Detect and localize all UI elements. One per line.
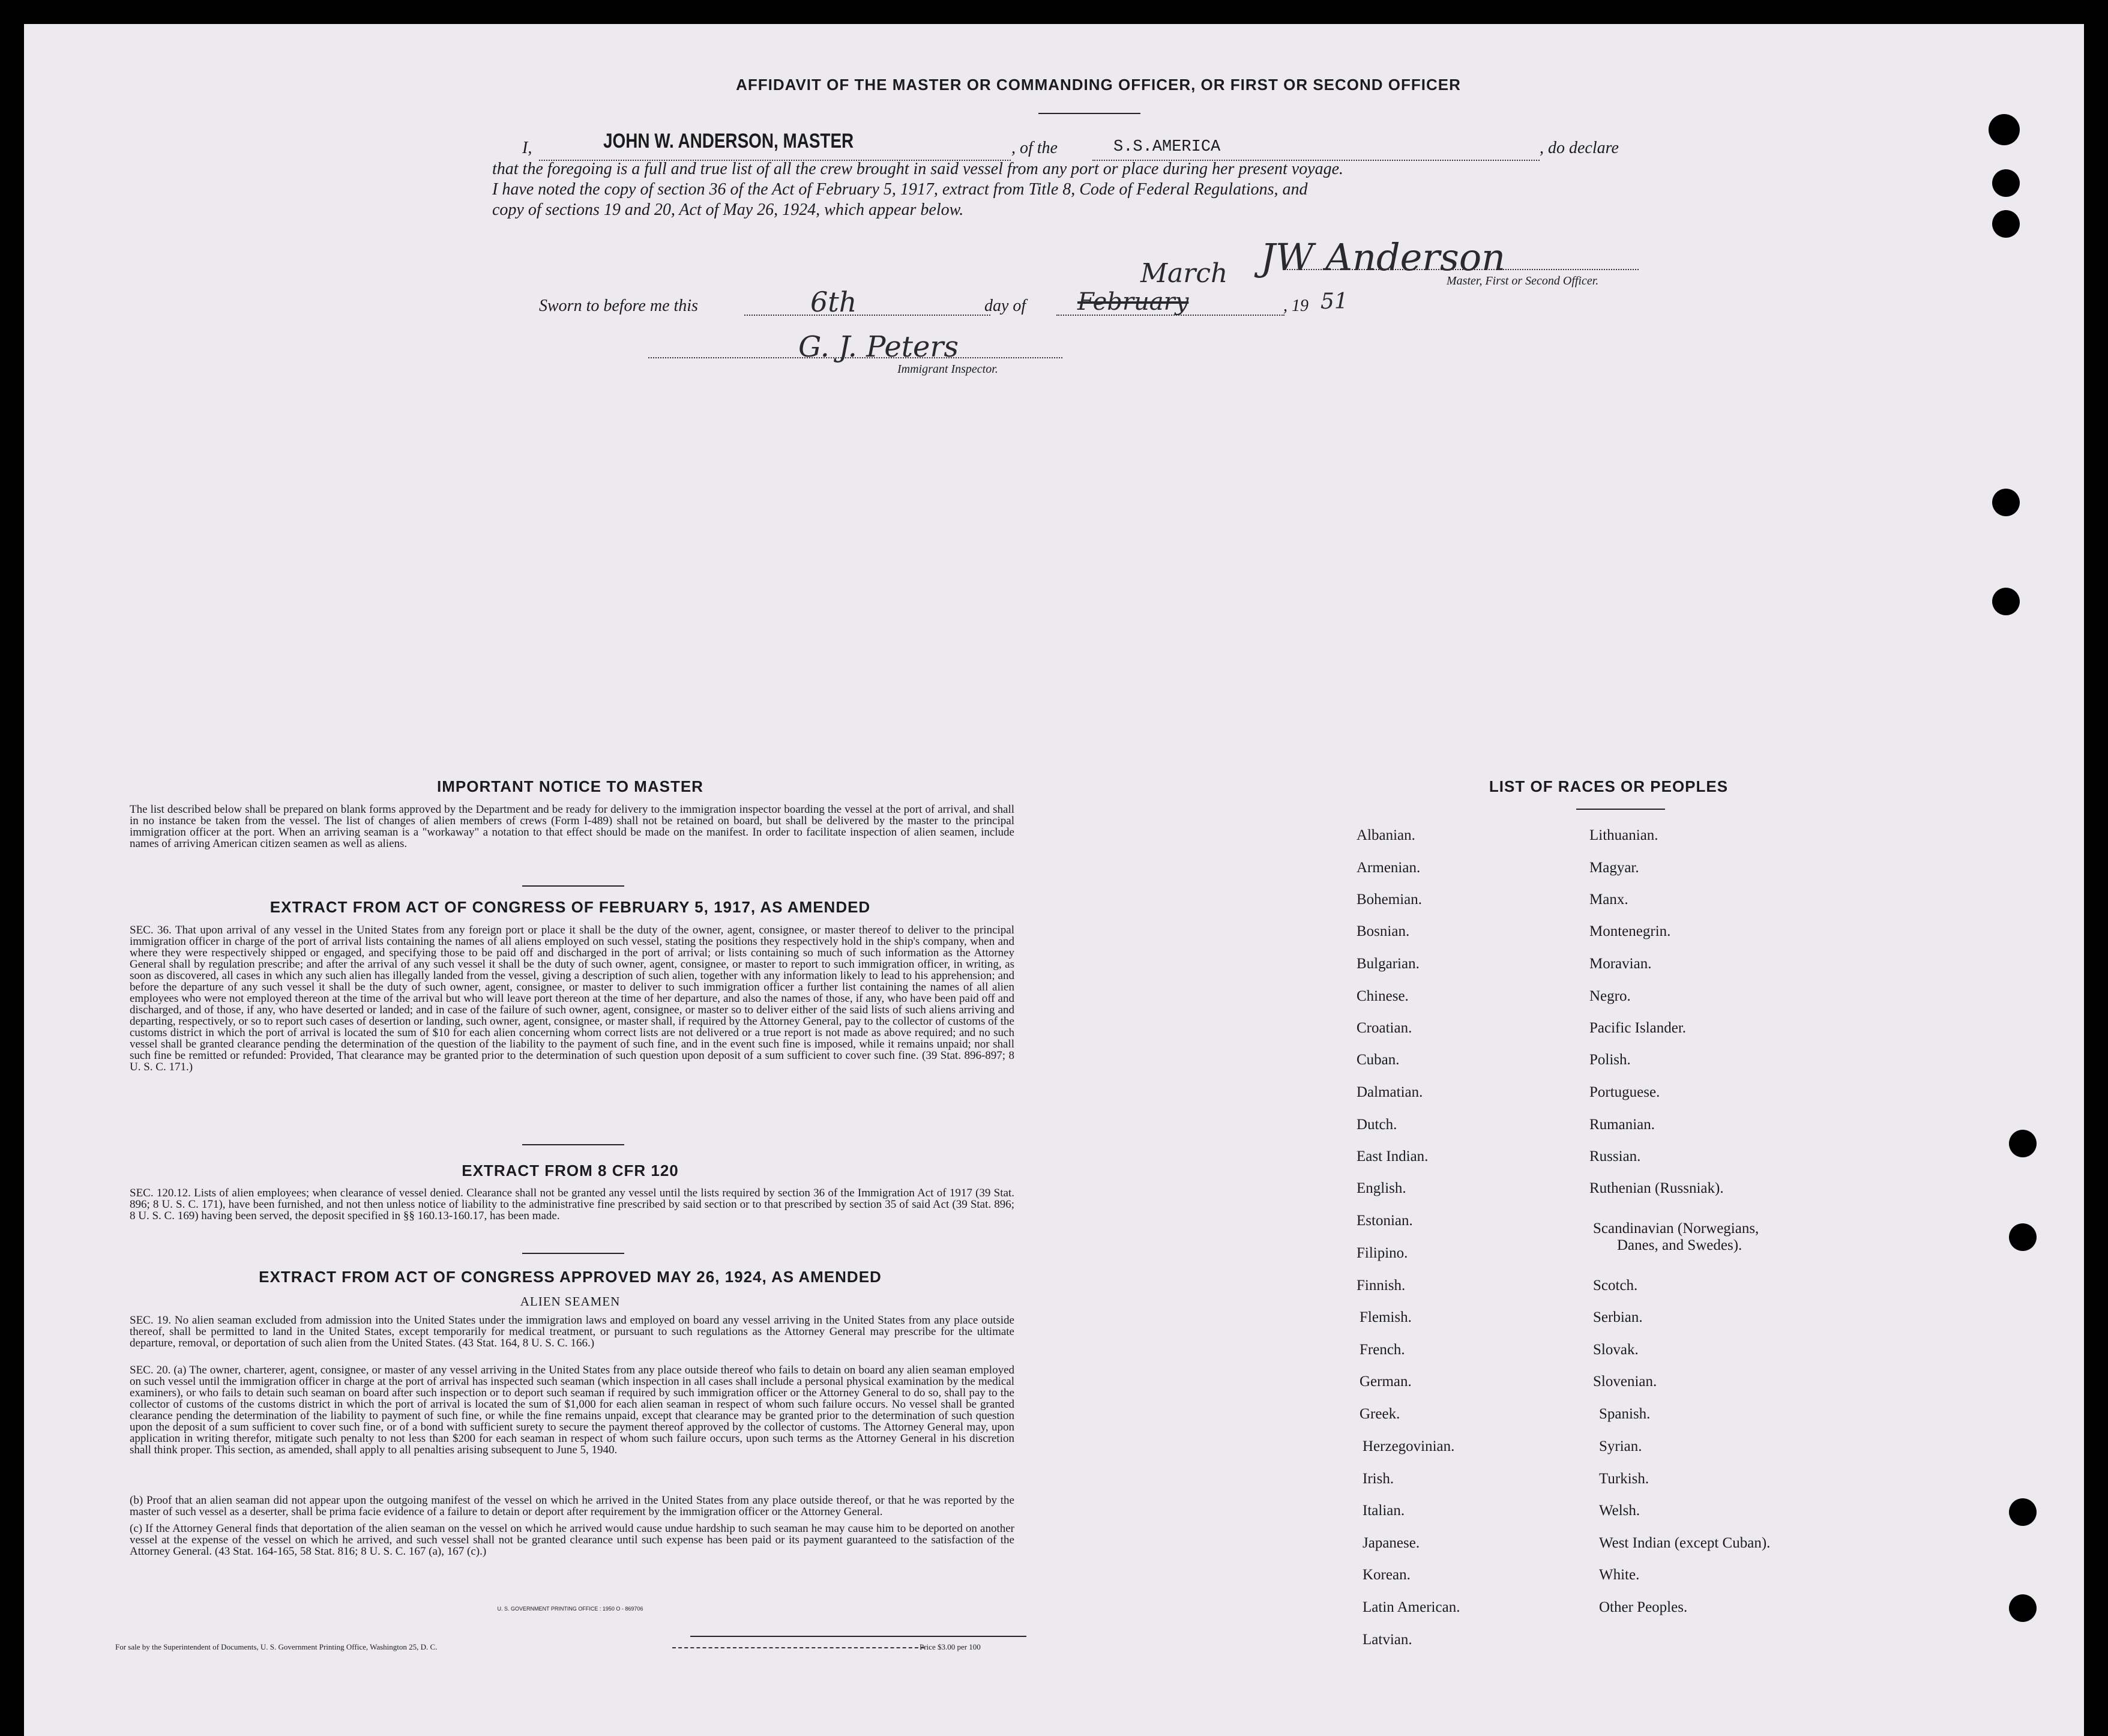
month-struck: February (1077, 288, 1189, 316)
day-of-label: day of (984, 297, 1026, 315)
race-item: Magyar. (1589, 860, 1639, 876)
punch-hole (1992, 210, 2020, 238)
races-rule (1576, 809, 1665, 810)
extract-1917-body: SEC. 36. That upon arrival of any vessel in the United States from any foreign port or place it shall be the duty of the owner, agent, consignee, or master thereof to deliver to the principal immigration officer in charge of the port of arrival lists containing the names of all aliens employed on such vessel, stating the positions they respectively hold in the ship's company, when and where they were respectively shipped or engaged, and specifying those to be paid off and discharged in the port of arrival; or lists containing so much of such information as the Attorney General shall by regulation prescribe; and after the arrival of any such vessel it shall be the duty of such owner, agent, consignee, or master to report to such immigration officer, in writing, as soon as discovered, all cases in which any such alien has illegally landed from the vessel, giving a description of such alien, together with any information likely to lead to his apprehension; and before the departure of any such vessel it shall be the duty of such owner, agent, consignee, or master to deliver to such immigration officer a further list containing the names of all alien employees who were not employed thereon at the time of the arrival but who will leave port thereon at the time of her departure, and also the names of those, if any, who have been paid off and discharged, and of those, if any, who have deserted or landed; and in case of the failure of such owner, agent, consignee, or master so to deliver either of the said lists of such aliens arriving and departing, respectively, or so to report such cases of desertion or landing, such owner, agent, consignee, or master shall, if required by the Attorney General, pay to the collector of customs of the customs district in which the port of arrival is located the sum of $10 for each alien concerning whom correct lists are not delivered or a true report is not made as above required; and no such vessel shall be granted clearance pending the determination of the question of the liability to the payment of such fine, and in the event such fine is imposed, while it remains unpaid; nor shall such fine be remitted or refunded: Provided, That clearance may be granted prior to the determination of such question upon deposit of a sum sufficient to cover such fine. (39 Stat. 896-897; 8 U. S. C. 171.) (130, 924, 1014, 1073)
extract-1924-title: EXTRACT FROM ACT OF CONGRESS APPROVED MAY 26, 1924, AS AMENDED (259, 1268, 882, 1286)
master-sign-line (1284, 269, 1639, 270)
race-item: Bohemian. (1357, 891, 1423, 908)
declarant-i: I, (522, 139, 532, 157)
punch-hole (2009, 1130, 2037, 1157)
section-rule (522, 1253, 624, 1254)
race-item: Slovenian. (1593, 1373, 1657, 1390)
punch-hole (1992, 169, 2020, 197)
race-item: Negro. (1589, 988, 1631, 1004)
race-item: Korean. (1363, 1567, 1411, 1583)
do-declare-label: , do declare (1540, 139, 1619, 157)
sec-20a: SEC. 20. (a) The owner, charterer, agent, consignee, or master of any vessel arriving in the United States from any place outside thereof who fails to detain on board any alien seaman employed on such vessel until the immigration officer in charge at the port of arrival has inspected such seaman (which inspection in all cases shall include a personal physical examination by the medical examiners), or who fails to detain such seaman on board after such inspection or to deport such seaman if required by such immigration officer or the Attorney General to do so, shall pay to the collector of customs of the customs district in which the port of arrival is located the sum of $1,000 for each alien seaman in respect of whom such failure occurs. No vessel shall be granted clearance pending the determination of the liability to payment of such fine, or while the fine remains unpaid, except that clearance may be granted prior to the determination of such question upon the deposit of a sum sufficient to cover such fine, or of a bond with sufficient surety to secure the payment thereof approved by the collector of customs. The Attorney General may, upon application in writing therefor, mitigate such penalty to not less than $200 for each seaman in respect of whom such failure occurs, upon such terms as the Attorney General in his discretion shall think proper. This section, as amended, shall apply to all penalties arising subsequent to June 5, 1940. (130, 1364, 1014, 1456)
punch-hole (1992, 489, 2020, 516)
race-item: Scandinavian (Norwegians, (1593, 1220, 1759, 1237)
race-item: Pacific Islander. (1589, 1020, 1687, 1036)
race-item: Estonian. (1357, 1213, 1413, 1229)
declaration-line-4: copy of sections 19 and 20, Act of May 26, 1924, which appear below. (492, 200, 964, 219)
race-item: Moravian. (1589, 956, 1652, 972)
of-the-label: , of the (1011, 139, 1058, 157)
race-item: Bulgarian. (1357, 956, 1420, 972)
footer-rule (690, 1636, 1026, 1637)
race-item: Dalmatian. (1357, 1084, 1423, 1100)
race-item: Japanese. (1363, 1535, 1420, 1551)
race-item: Danes, and Swedes). (1617, 1237, 1742, 1253)
race-item: Flemish. (1360, 1309, 1412, 1325)
race-item: Greek. (1360, 1406, 1400, 1422)
section-rule (522, 1144, 624, 1145)
race-item: Albanian. (1357, 827, 1415, 843)
race-item: Serbian. (1593, 1309, 1643, 1325)
race-item: West Indian (except Cuban). (1599, 1535, 1771, 1551)
races-title: LIST OF RACES OR PEOPLES (1489, 777, 1729, 795)
extract-1917-title: EXTRACT FROM ACT OF CONGRESS OF FEBRUARY 5, 1917, AS AMENDED (270, 898, 871, 916)
race-item: Turkish. (1599, 1471, 1649, 1487)
declaration-line-3: I have noted the copy of section 36 of the Act of February 5, 1917, extract from Title 8, Code of Federal Regulations, and (492, 180, 1308, 199)
year-prefix: , 19 (1283, 297, 1308, 315)
race-item: Scotch. (1593, 1277, 1638, 1294)
gpo-imprint: U. S. GOVERNMENT PRINTING OFFICE : 1950 O - 869706 (497, 1606, 643, 1612)
race-item: Bosnian. (1357, 923, 1410, 939)
master-caption: Master, First or Second Officer. (1447, 274, 1599, 288)
sec-20c: (c) If the Attorney General finds that deportation of the alien seaman on the vessel on which he arrived would cause undue hardship to such seaman he may cause him to be deported on another vessel at the expense of the vessel on which he arrived, and such vessel shall not be granted clearance until such expense has been paid or its payment guaranteed to the satisfaction of the Attorney General. (43 Stat. 164-165, 58 Stat. 816; 8 U. S. C. 167 (a), 167 (c).) (130, 1522, 1014, 1558)
race-item: Filipino. (1357, 1245, 1408, 1261)
race-item: Finnish. (1357, 1277, 1406, 1294)
race-item: Manx. (1589, 891, 1628, 908)
race-item: Lithuanian. (1589, 827, 1658, 843)
race-item: Portuguese. (1589, 1084, 1660, 1100)
inspector-signature: G. J. Peters (798, 330, 959, 364)
master-name: JOHN W. ANDERSON, MASTER (603, 130, 854, 152)
sworn-label: Sworn to before me this (539, 297, 698, 315)
race-item: Irish. (1363, 1471, 1394, 1487)
footer-price: Price $3.00 per 100 (920, 1642, 981, 1651)
race-item: Spanish. (1599, 1406, 1651, 1422)
race-item: Polish. (1589, 1052, 1631, 1068)
race-item: French. (1360, 1342, 1405, 1358)
declaration-line-2: that the foregoing is a full and true list of all the crew brought in said vessel from any port or place during her present voyage. (492, 160, 1344, 178)
race-item: Latvian. (1363, 1632, 1412, 1648)
race-item: Slovak. (1593, 1342, 1639, 1358)
punch-hole (2009, 1594, 2037, 1622)
extract-1924-subtitle: ALIEN SEAMEN (520, 1294, 621, 1309)
race-item: East Indian. (1357, 1148, 1429, 1165)
vessel-name: S.S.AMERICA (1113, 138, 1221, 156)
day-value: 6th (810, 286, 857, 318)
race-item: White. (1599, 1567, 1640, 1583)
title-rule (1038, 113, 1140, 114)
race-item: Welsh. (1599, 1502, 1640, 1519)
race-item: Latin American. (1363, 1599, 1460, 1615)
race-item: Dutch. (1357, 1117, 1397, 1133)
race-item: Russian. (1589, 1148, 1641, 1165)
inspector-sign-line (648, 357, 1062, 358)
notice-body: The list described below shall be prepared on blank forms approved by the Department and be ready for delivery to the immigration inspector boarding the vessel at the port of arrival, and shall in no instance be taken from the vessel. The list of changes of alien members of crews (Form I-489) shall not be retained on board, but shall be delivered by the master to the principal immigration officer at the port. When an arriving seaman is a "workaway" a notation to that effect should be made on the manifest. In order to facilitate inspection of alien seamen, include names of arriving American citizen seamen as well as aliens. (130, 803, 1014, 850)
punch-hole (2009, 1498, 2037, 1526)
race-item: Herzegovinian. (1363, 1438, 1455, 1454)
race-item: German. (1360, 1373, 1412, 1390)
race-item: Croatian. (1357, 1020, 1412, 1036)
sec-20b: (b) Proof that an alien seaman did not appear upon the outgoing manifest of the vessel on which he arrived in the United States from any place outside thereof, or that he was reported by the master of such vessel as a deserter, shall be prima facie evidence of a failure to detain or deport after requirement by the immigration officer or the Attorney General. (130, 1494, 1014, 1518)
race-item: Rumanian. (1589, 1117, 1655, 1133)
section-rule (522, 885, 624, 887)
race-item: Armenian. (1357, 860, 1421, 876)
notice-title: IMPORTANT NOTICE TO MASTER (437, 777, 703, 795)
race-item: Other Peoples. (1599, 1599, 1688, 1615)
race-item: Ruthenian (Russniak). (1589, 1180, 1724, 1196)
affidavit-title: AFFIDAVIT OF THE MASTER OR COMMANDING OFFICER, OR FIRST OR SECOND OFFICER (736, 76, 1461, 94)
footer-sale: For sale by the Superintendent of Documents, U. S. Government Printing Office, Washington 25, D. C. (115, 1642, 438, 1651)
race-item: Italian. (1363, 1502, 1405, 1519)
sec-19: SEC. 19. No alien seaman excluded from admission into the United States under the immigration laws and employed on board any vessel arriving in the United States from any place outside thereof, shall be permitted to land in the United States, except temporarily for medical treatment, or pursuant to such regulations as the Attorney General may prescribe for the ultimate departure, removal, or deportation of such alien from the United States. (43 Stat. 164, 8 U. S. C. 166.) (130, 1314, 1014, 1349)
inspector-caption: Immigrant Inspector. (897, 363, 998, 376)
master-signature: JW Anderson (1260, 235, 1506, 279)
cfr-body: SEC. 120.12. Lists of alien employees; when clearance of vessel denied. Clearance shall not be granted any vessel until the lists required by section 36 of the Immigration Act of 1917 (39 Stat. 896; 8 U. S. C. 171), have been furnished, and not then unless notice of liability to the administrative fine prescribed by said section or to that prescribed by section 35 of said Act (39 Stat. 896; 8 U. S. C. 169) having been served, the deposit specified in §§ 160.13-160.17, has been made. (130, 1187, 1014, 1222)
race-item: English. (1357, 1180, 1406, 1196)
document-page (24, 24, 2084, 1736)
punch-hole (1992, 588, 2020, 615)
race-item: Cuban. (1357, 1052, 1400, 1068)
punch-hole (1989, 114, 2020, 145)
year-value: 51 (1321, 289, 1348, 314)
race-item: Syrian. (1599, 1438, 1642, 1454)
footer-dashes (672, 1647, 924, 1648)
race-item: Chinese. (1357, 988, 1409, 1004)
race-item: Montenegrin. (1589, 923, 1671, 939)
punch-hole (2009, 1223, 2037, 1251)
day-line (744, 315, 990, 316)
month-value: March (1140, 258, 1228, 289)
cfr-title: EXTRACT FROM 8 CFR 120 (462, 1162, 679, 1180)
